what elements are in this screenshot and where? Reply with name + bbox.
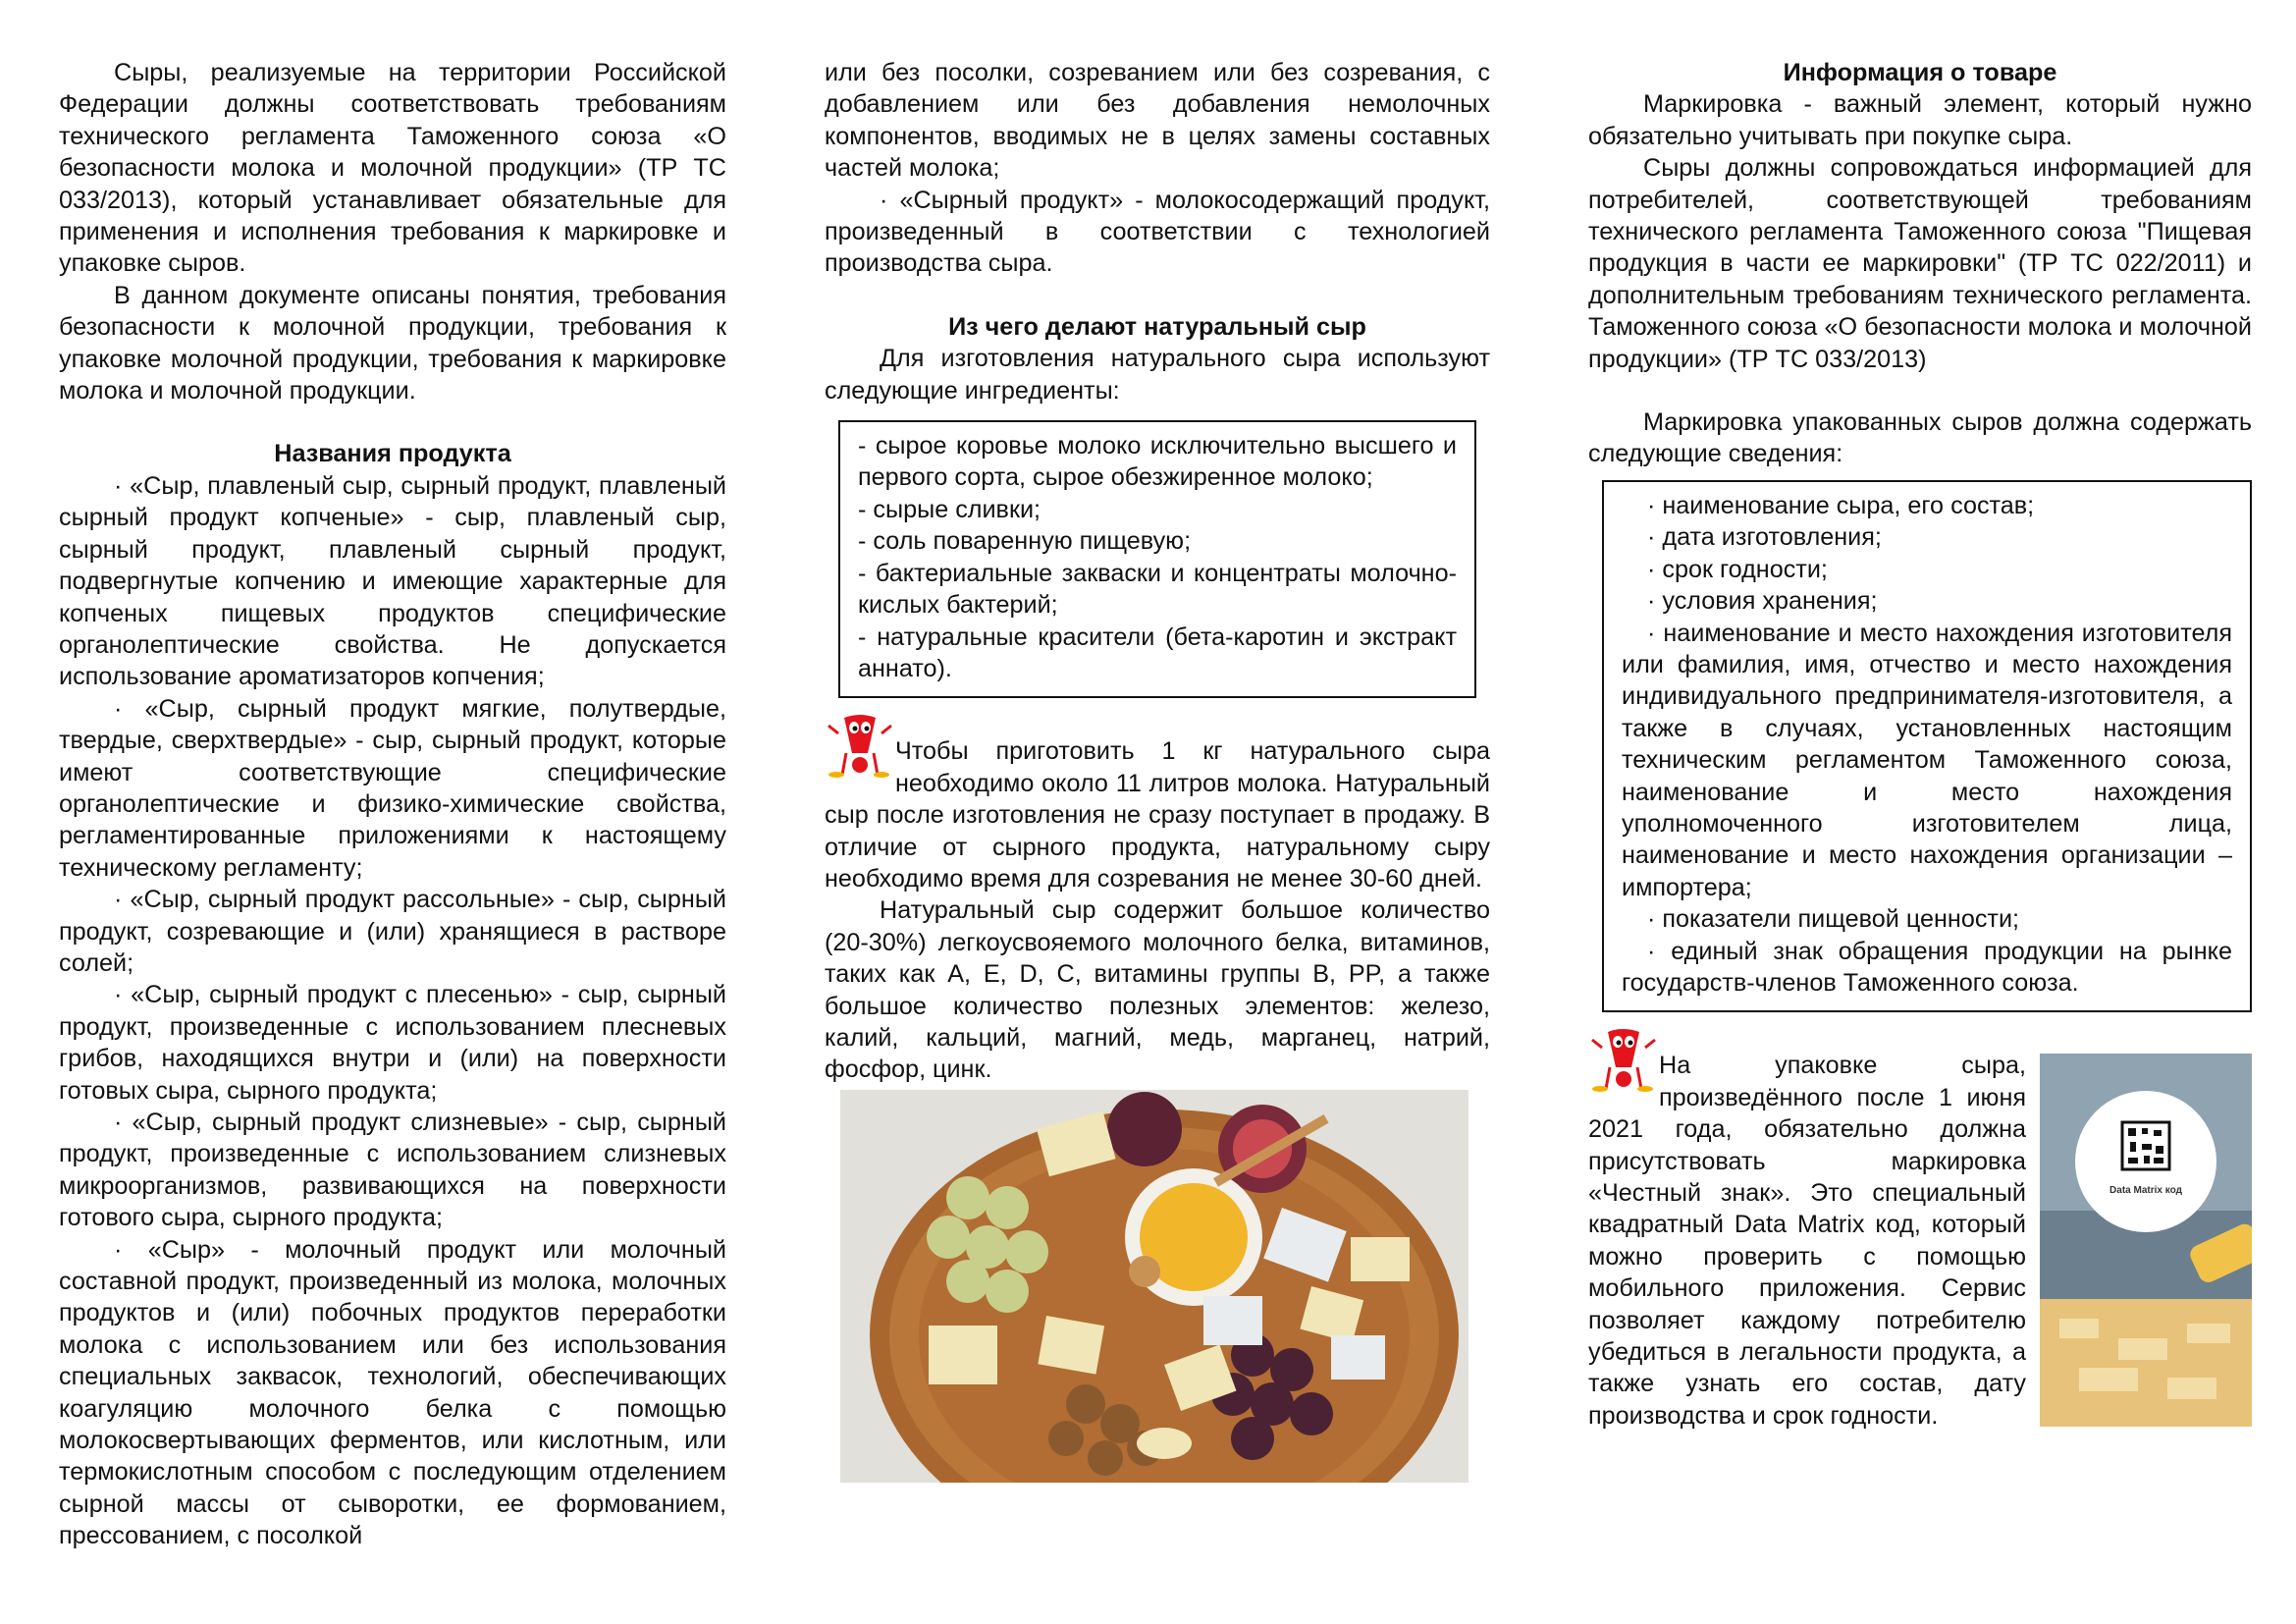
column-2: [825, 57, 1490, 1483]
cheese-board-photo: [840, 1090, 1468, 1483]
milk-note-text: Чтобы приготовить 1 кг натурального сыра необходимо около 11 литров молока. Натуральный сыр после изготовления не сразу поступает в продажу. В отличие от сырного продукта, натуральному сыру необходимо время для созревания не менее 30-60 дней.: [825, 737, 1490, 893]
data-matrix-caption: Data Matrix код: [2109, 1185, 2182, 1197]
label-item: · условия хранения;: [1647, 587, 1878, 616]
exclamation-mascot-icon: [1588, 1028, 1659, 1093]
label-item: · наименование и место нахождения изготовителя или фамилия, имя, отчество и место нахождения индивидуального предпринимателя-изготовителя, а также в случаях, установленных настоящим техническим регламентом Таможенного союза, наименование и место нахождения уполномоченного изготовителем лица, наименование и место нахождения организации – импортера;: [1622, 619, 2232, 901]
definition-smear: · «Сыр, сырный продукт слизневые» - сыр, сырный продукт, произведенные с использованием слизневых микроорганизмов, развивающихся на поверхности готового сыра, сырного продукта;: [59, 1109, 726, 1232]
definition-mold: · «Сыр, сырный продукт с плесенью» - сыр, сырный продукт, произведенные с использованием плесневых грибов, находящихся внутри и (или) на поверхности готовых сыра, сырного продукта;: [59, 981, 726, 1105]
data-matrix-photo: [2040, 1054, 2252, 1427]
honest-sign-text: На упаковке сыра, произведённого после 1 июня 2021 года, обязательно должна присутствовать маркировка «Честный знак». Это специальный квадратный Data Matrix код, который можно проверить с помощью мобильного приложения. Сервис позволяет каждому потребителю убедиться в легальности продукта, а также узнать его состав, дату производства и срок годности.: [1588, 1052, 2026, 1430]
label-requirements-box: [1602, 480, 2252, 1013]
label-item: · наименование сыра, его состав;: [1647, 491, 2035, 519]
nutrition-paragraph: Натуральный сыр содержит большое количество (20-30%) легкоусвояемого молочного белка, витаминов, таких как A, E, D, C, витамины группы B, PP, а также большое количество полезных элементов: железо, калий, кальций, магний, медь, марганец, натрий, фосфор, цинк.: [825, 896, 1490, 1084]
column-1: [59, 57, 726, 1552]
definition-smoked: · «Сыр, плавленый сыр, сырный продукт, плавленый сырный продукт копченые» - сыр, плавленый сыр, сырный продукт, плавленый сырный продукт, подвергнутые копчению и имеющие характерные для копченых пищевых продуктов специфические органолептические свойства. Не допускается использование ароматизаторов копчения;: [59, 471, 726, 691]
label-item: · единый знак обращения продукции на рынке государств-членов Таможенного союза.: [1622, 937, 2232, 997]
ingredient-item: - сырые сливки;: [858, 495, 1041, 523]
marking-intro: Маркировка - важный элемент, который нужно обязательно учитывать при покупке сыра.: [1588, 90, 2252, 150]
column-3: [1588, 57, 2252, 1432]
ingredients-heading: Из чего делают натуральный сыр: [948, 312, 1366, 341]
honest-sign-note: [1588, 1028, 2252, 1432]
exclamation-mascot-icon: [825, 714, 895, 779]
label-item: · срок годности;: [1647, 555, 1828, 583]
intro-paragraph-1: Сыры, реализуемые на территории Российской Федерации должны соответствовать требованиям технического регламента Таможенного союза «О безопасности молока и молочной продукции» (ТР ТС 033/2013), который устанавливает обязательные для применения и исполнения требования к маркировке и упаковке сыров.: [59, 59, 726, 278]
product-info-heading: Информация о товаре: [1783, 59, 2057, 86]
label-item: · дата изготовления;: [1647, 523, 1882, 552]
ingredient-item: - натуральные красители (бета-каротин и экстракт аннато).: [858, 623, 1457, 682]
definition-cheese-continued: или без посолки, созреванием или без созревания, с добавлением или без добавления немолочных компонентов, вводимых не в целях замены составных частей молока;: [825, 59, 1490, 183]
milk-note: [825, 714, 1490, 894]
store-photo: [2040, 1054, 2252, 1427]
label-item: · показатели пищевой ценности;: [1647, 905, 2020, 934]
ingredients-box: [838, 420, 1476, 698]
intro-paragraph-2: В данном документе описаны понятия, требования безопасности к молочной продукции, требования к упаковке молочной продукции, требования к маркировке молока и молочной продукции.: [59, 281, 726, 406]
ingredient-item: - сырое коровье молоко исключительно высшего и первого сорта, сырое обезжиренное молоко;: [858, 432, 1457, 492]
ingredient-item: - соль поваренную пищевую;: [858, 527, 1192, 556]
definition-cheese-product: · «Сырный продукт» - молокосодержащий продукт, произведенный в соответствии с технологией производства сыра.: [825, 186, 1490, 278]
marking-contents-intro: Маркировка упакованных сыров должна содержать следующие сведения:: [1588, 408, 2252, 468]
ingredient-item: - бактериальные закваски и концентраты молочно-кислых бактерий;: [858, 559, 1457, 620]
product-names-heading: Названия продукта: [274, 440, 511, 468]
ingredients-intro: Для изготовления натурального сыра используют следующие ингредиенты:: [825, 345, 1490, 405]
definition-brined: · «Сыр, сырный продукт рассольные» - сыр, сырный продукт, созревающие и (или) хранящиеся в растворе солей;: [59, 886, 726, 977]
definition-hardness: · «Сыр, сырный продукт мягкие, полутвердые, твердые, сверхтвердые» - сыр, сырный продукт, которые имеют соответствующие специфические органолептические и физико-химические свойства, регламентированные приложениями к настоящему техническому регламенту;: [59, 694, 726, 882]
marking-regulations: Сыры должны сопровождаться информацией для потребителей, соответствующей требованиям технического регламента Таможенного союза "Пищевая продукция в части ее маркировки" (ТР ТС 022/2011) и дополнительным требованиям технического регламента. Таможенного союза «О безопасности молока и молочной продукции» (ТР ТС 033/2013): [1588, 154, 2252, 373]
definition-cheese: · «Сыр» - молочный продукт или молочный составной продукт, произведенный из молока, молочных продуктов и (или) побочных продуктов переработки молока с использованием или без использования специальных заквасок, технологий, обеспечивающих коагуляцию молочного белка с помощью молокосвертывающих ферментов, или кислотным, или термокислотным способом с последующим отделением сырной массы от сыворотки, ее формованием, прессованием, с посолкой: [59, 1235, 726, 1550]
